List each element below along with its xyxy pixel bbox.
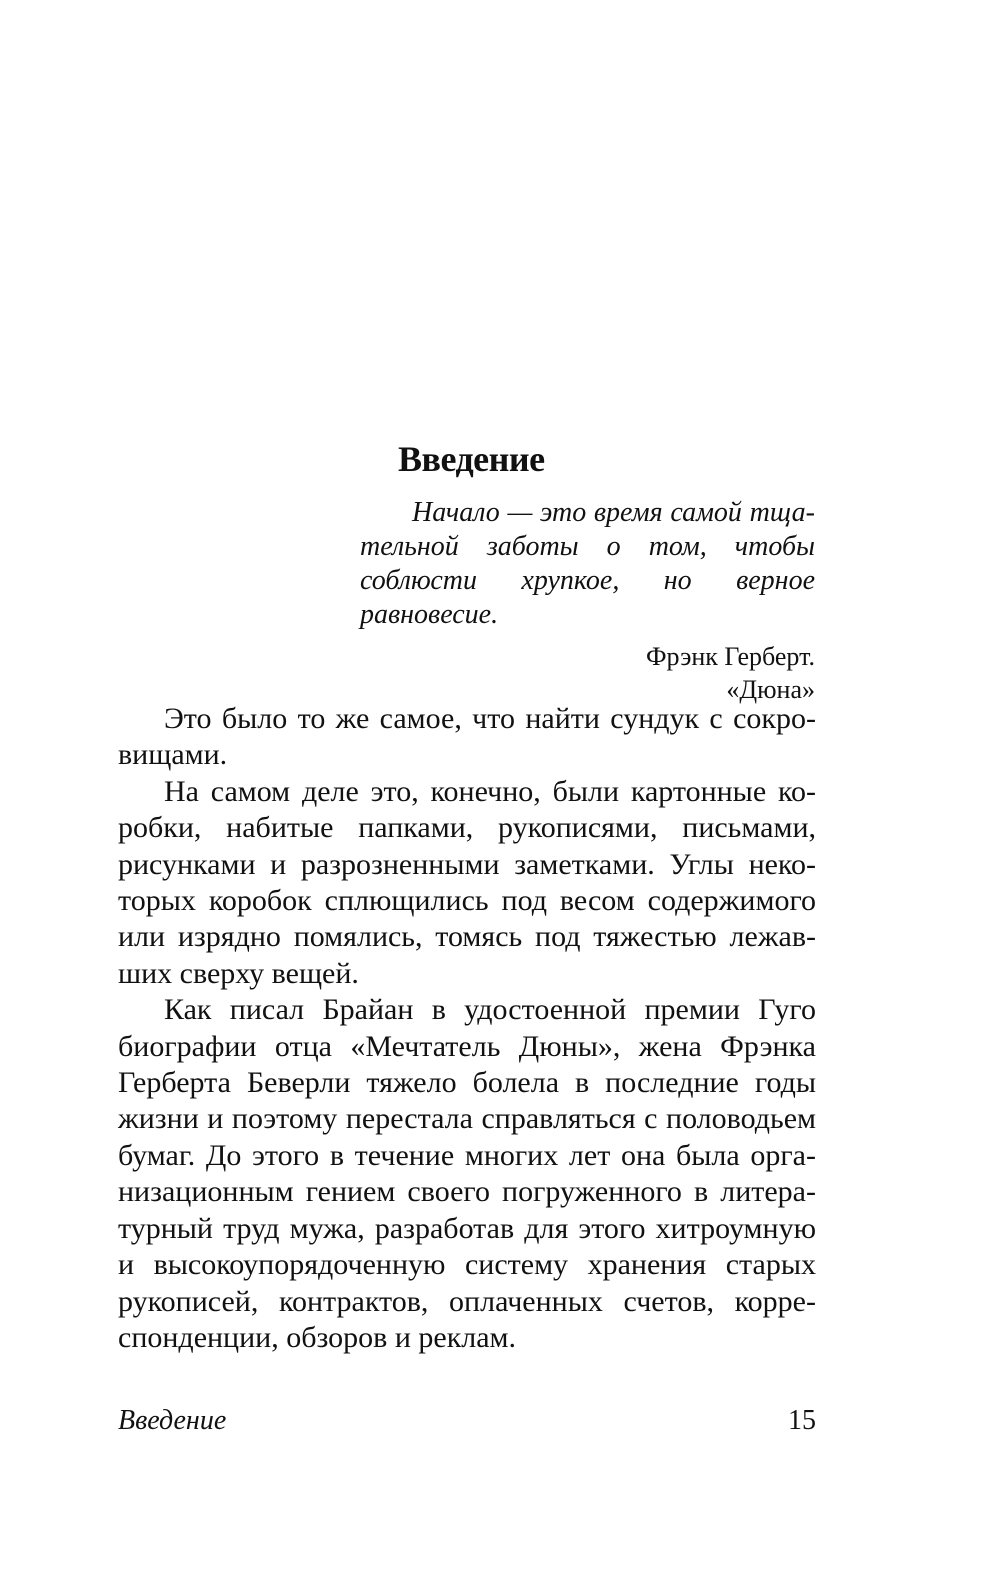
- epigraph-attribution: [360, 640, 815, 706]
- paragraph: На самом деле это, конечно, были картонные коробки, набитые папками, рукописями, письмами, рисунками и разрозненными заметками. Углы некоторых коробок сплющились под весом содержимого или изрядно помялись, томясь под тяжестью лежавших сверху вещей.: [118, 774, 816, 990]
- paragraph: Как писал Брайан в удостоенной премии Гуго биографии отца «Мечтатель Дюны», жена Фрэнка Герберта Беверли тяжело болела в последние годы жизни и поэтому перестала справляться с половодьем бумаг. До этого в течение многих лет она была организационным гением своего погруженного в литературный труд мужа, разработав для этого хитроумную и высокоупорядоченную систему хранения старых рукописей, контрактов, оплаченных счетов, корреспонденции, обзоров и реклам.: [118, 993, 816, 1354]
- body-text: [118, 701, 816, 1356]
- running-footer-title: Введение: [118, 1405, 227, 1436]
- epigraph-author: Фрэнк Герберт.: [646, 642, 815, 671]
- page-number: 15: [788, 1405, 816, 1436]
- epigraph: [360, 496, 815, 706]
- epigraph-source: «Дюна»: [726, 675, 815, 704]
- chapter-title: Введение: [398, 439, 545, 479]
- epigraph-text: Начало — это время самой тщательной заботы о том, чтобы соблюсти хрупкое, но верное равновесие.: [360, 497, 815, 630]
- paragraph: Это было то же самое, что найти сундук с сокровищами.: [118, 702, 816, 772]
